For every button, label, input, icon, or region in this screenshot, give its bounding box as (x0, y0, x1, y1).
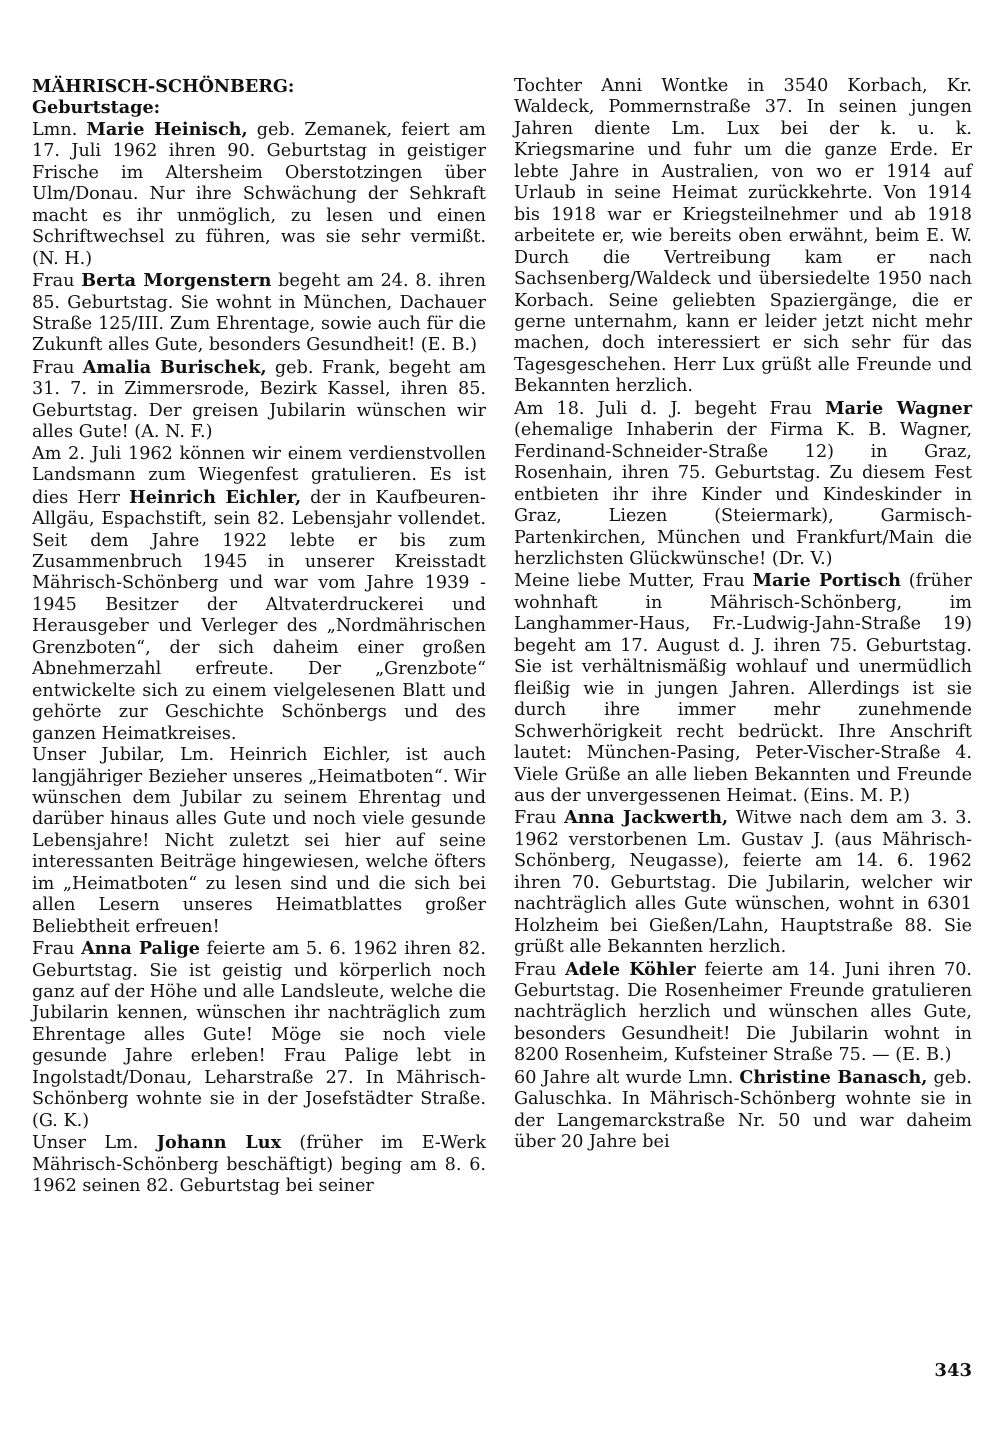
page-number: 343 (934, 1360, 972, 1381)
entry-lux: Unser Lm. Johann Lux (früher im E-Werk Mährisch-Schönberg beschäftigt) beging am 8. 6. 1962 seinen 82. Geburtstag bei seiner (32, 1132, 486, 1197)
entry-banasch: 60 Jahre alt wurde Lmn. Christine Banasch, geb. Galuschka. In Mährisch-Schönberg wohnte sie in der Langemarckstraße Nr. 50 und war daheim über 20 Jahre bei (514, 1066, 972, 1153)
person-name: Johann Lux (156, 1132, 282, 1154)
person-name: Heinrich Eichler, (129, 486, 302, 508)
section-subtitle: Geburtstage: (32, 97, 161, 119)
section-title: MÄHRISCH-SCHÖNBERG: (32, 76, 295, 97)
entry-wagner: Am 18. Juli d. J. begeht Frau Marie Wagner (ehemalige Inhaberin der Firma K. B. Wagner, Ferdinand-Schneider-Straße 12) in Graz, Rosenhain, ihren 75. Geburtstag. Zu diesem Fest entbieten ihr ihre Kinder und Kindeskinder in Graz, Liezen (Steiermark), Garmisch-Partenkirchen, München und Frankfurt/Main die herzlichsten Glückwünsche! (Dr. V.) (514, 397, 972, 569)
entry-palige: Frau Anna Palige feierte am 5. 6. 1962 ihren 82. Geburtstag. Sie ist geistig und körperlich noch ganz auf der Höhe und alle Landsleute, welche die Jubilarin kennen, wünschen ihr nachträglich zum Ehrentage alles Gute! Möge sie noch viele gesunde Jahre erleben! Frau Palige lebt in Ingolstadt/Donau, Leharstraße 27. In Mährisch-Schönberg wohnte sie in der Josefstädter Straße. (G. K.) (32, 938, 486, 1131)
person-name: Christine Banasch, (739, 1066, 928, 1088)
entry-eichler: Am 2. Juli 1962 können wir einem verdienstvollen Landsmann zum Wiegenfest gratulieren. Es ist dies Herr Heinrich Eichler, der in Kaufbeuren-Allgäu, Espachstift, sein 82. Lebensjahr vollendet. Seit dem Jahre 1922 lebte er bis zum Zusammenbruch 1945 in unserer Kreisstadt Mährisch-Schönberg und war vom Jahre 1939 - 1945 Besitzer der Altvaterdruckerei und Herausgeber und Verleger des „Nordmährischen Grenzboten“, der sich daheim einer großen Abnehmerzahl erfreute. Der „Grenzbote“ entwickelte sich zu einem vielgelesenen Blatt und gehörte zur Geschichte Schönbergs und des ganzen Heimatkreises. (32, 443, 486, 744)
entry-koehler: Frau Adele Köhler feierte am 14. Juni ihren 70. Geburtstag. Die Rosenheimer Freunde gratulieren nachträglich herzlich und wünschen alles Gute, besonders Gesundheit! Die Jubilarin wohnt in 8200 Rosenheim, Kufsteiner Straße 75. — (E. B.) (514, 958, 972, 1066)
entry-morgenstern: Frau Berta Morgenstern begeht am 24. 8. ihren 85. Geburtstag. Sie wohnt in München, Dachauer Straße 125/III. Zum Ehrentage, sowie auch für die Zukunft alles Gute, besonders Gesundheit! (E. B.) (32, 270, 487, 356)
entry-lux-continued: Tochter Anni Wontke in 3540 Korbach, Kr. Waldeck, Pommernstraße 37. In seinen jungen Jahren diente Lm. Lux bei der k. u. k. Kriegsmarine und fuhr um die ganze Erde. Er lebte Jahre in Australien, von wo er 1914 auf Urlaub in seine Heimat zurückkehrte. Von 1914 bis 1918 war er Kriegsteilnehmer und ab 1918 arbeitete er, wie bereits oben erwähnt, beim E. W. Durch die Vertreibung kam er nach Sachsenberg/Waldeck und übersiedelte 1950 nach Korbach. Seine geliebten Spaziergänge, die er gerne unternahm, kann er leider jetzt nicht mehr machen, doch interessiert er sich sehr für das Tagesgeschehen. Herr Lux grüßt alle Freunde und Bekannten herzlich. (514, 76, 972, 397)
person-name: Marie Wagner (825, 397, 972, 419)
person-name: Berta Morgenstern (81, 270, 272, 292)
person-name: Anna Palige (81, 938, 200, 960)
right-column (514, 76, 972, 1154)
person-name: Anna Jackwerth, (564, 807, 729, 829)
person-name: Marie Portisch (752, 570, 901, 592)
person-name: Adele Köhler (565, 958, 696, 980)
left-column (32, 76, 486, 1198)
person-name: Amalia Burischek, (82, 356, 267, 378)
entry-portisch: Meine liebe Mutter, Frau Marie Portisch (früher wohnhaft in Mährisch-Schönberg, im Langhammer-Haus, Fr.-Ludwig-Jahn-Straße 19) begeht am 17. August d. J. ihren 75. Geburtstag. Sie ist verhältnismäßig wohlauf und unermüdlich fleißig wie in jungen Jahren. Allerdings ist sie durch ihre immer mehr zunehmende Schwerhörigkeit recht bedrückt. Ihre Anschrift lautet: München-Pasing, Peter-Vischer-Straße 4. Viele Grüße an alle lieben Bekannten und Freunde aus der unvergessenen Heimat. (Eins. M. P.) (514, 570, 972, 806)
entry-eichler-continued: Unser Jubilar, Lm. Heinrich Eichler, ist auch langjähriger Bezieher unseres „Heimatboten“. Wir wünschen dem Jubilar zu seinem Ehrentag und darüber hinaus alles Gute und noch viele gesunde Lebensjahre! Nicht zuletzt sei hier auf seine interessanten Beiträge hingewiesen, welche öfters im „Heimatboten“ zu lesen sind und die sich bei allen Lesern unseres Heimatblattes großer Beliebtheit erfreuen! (32, 745, 486, 937)
entry-burischek: Frau Amalia Burischek, geb. Frank, begeht am 31. 7. in Zimmersrode, Bezirk Kassel, ihren 85. Geburtstag. Der greisen Jubilarin wünschen wir alles Gute! (A. N. F.) (32, 356, 487, 443)
person-name: Marie Heinisch, (86, 118, 248, 140)
entry-heinisch: Lmn. Marie Heinisch, geb. Zemanek, feiert am 17. Juli 1962 ihren 90. Geburtstag in geistiger Frische im Altersheim Oberstotzingen über Ulm/Donau. Nur ihre Schwächung der Sehkraft macht es ihr unmöglich, zu lesen und einen Schriftwechsel zu führen, was sie sehr vermißt. (N. H.) (32, 118, 486, 269)
entry-jackwerth: Frau Anna Jackwerth, Witwe nach dem am 3. 3. 1962 verstorbenen Lm. Gustav J. (aus Mährisch-Schönberg, Neugasse), feierte am 14. 6. 1962 ihren 70. Geburtstag. Die Jubilarin, welcher wir nachträglich alles Gute wünschen, wohnt in 6301 Holzheim bei Gießen/Lahn, Hauptstraße 88. Sie grüßt alle Bekannten herzlich. (514, 807, 972, 958)
